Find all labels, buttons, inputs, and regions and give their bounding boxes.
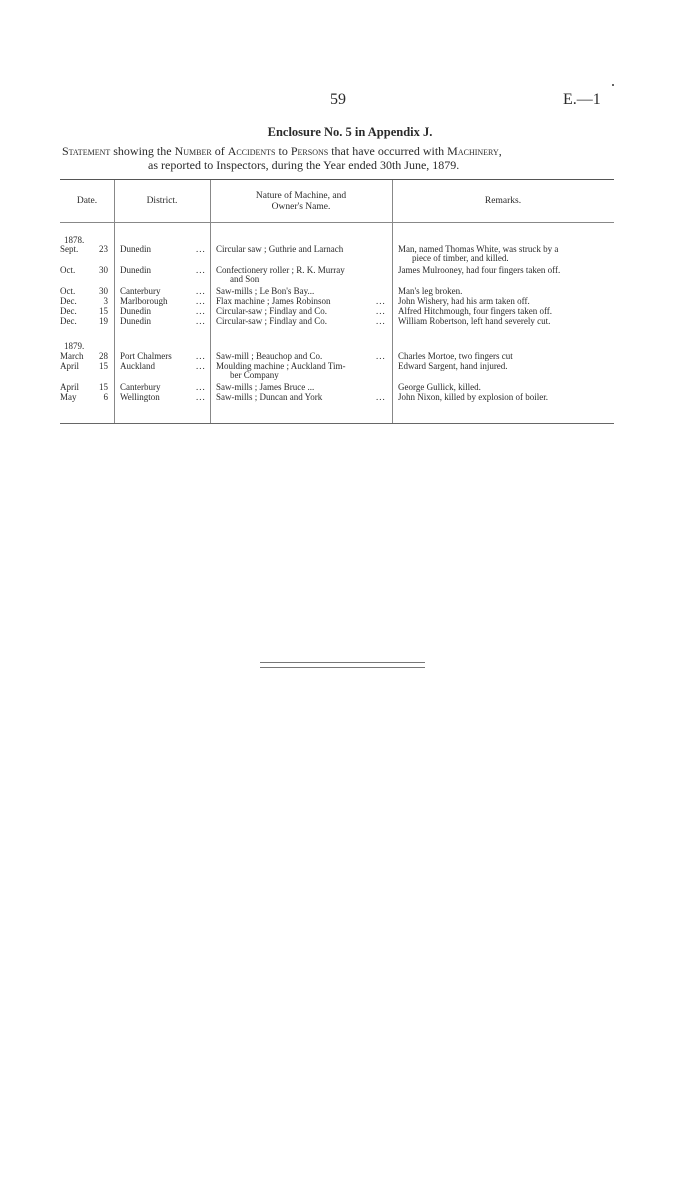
row-month: March (60, 351, 84, 361)
row-district-leader: ... (196, 361, 206, 371)
header-nature-line-2: Owner's Name. (271, 202, 331, 212)
row-district: Dunedin (120, 306, 151, 316)
row-remarks-continued: piece of timber, and killed. (412, 253, 509, 263)
header-nature (210, 191, 392, 213)
row-nature-leader: ... (376, 306, 386, 316)
enclosure-heading: Enclosure No. 5 in Appendix J. (267, 125, 433, 139)
row-remarks: George Gullick, killed. (398, 382, 481, 392)
statement-word: Accidents (227, 144, 276, 158)
table-bottom-rule (60, 423, 614, 424)
row-district: Dunedin (120, 316, 151, 326)
row-day: 30 (99, 265, 108, 275)
row-nature: Moulding machine ; Auckland Tim- (216, 361, 346, 371)
row-remarks: James Mulrooney, had four fingers taken off. (398, 265, 561, 275)
row-month: Sept. (60, 244, 79, 254)
row-day: 3 (103, 296, 108, 306)
row-district: Auckland (120, 361, 155, 371)
row-nature: Saw-mills ; Le Bon's Bay... (216, 286, 315, 296)
statement-text: showing the (110, 144, 175, 158)
statement-text: that have occurred with (328, 144, 448, 158)
row-month: Oct. (60, 286, 76, 296)
row-month: Dec. (60, 316, 77, 326)
row-remarks: Edward Sargent, hand injured. (398, 361, 508, 371)
row-remarks: William Robertson, left hand severely cut. (398, 316, 551, 326)
row-district-leader: ... (196, 382, 206, 392)
page-number: 59 (330, 91, 346, 108)
row-nature: Confectionery roller ; R. K. Murray (216, 265, 345, 275)
end-rule (260, 662, 425, 668)
row-district: Wellington (120, 392, 160, 402)
row-district: Marlborough (120, 296, 168, 306)
year-label: 1878. (64, 235, 85, 245)
row-district: Canterbury (120, 382, 161, 392)
row-district: Port Chalmers (120, 351, 172, 361)
row-month: April (60, 382, 79, 392)
row-nature-continued: and Son (230, 274, 260, 284)
row-district-leader: ... (196, 265, 206, 275)
row-day: 19 (99, 316, 108, 326)
statement-text: to (275, 144, 291, 158)
column-divider-district (210, 180, 211, 423)
row-nature-leader: ... (376, 316, 386, 326)
row-district-leader: ... (196, 286, 206, 296)
column-divider-date (114, 180, 115, 423)
row-nature: Saw-mills ; James Bruce ... (216, 382, 315, 392)
year-label: 1879. (64, 341, 85, 351)
row-remarks: Man, named Thomas White, was struck by a (398, 244, 559, 254)
row-nature: Saw-mill ; Beauchop and Co. (216, 351, 323, 361)
row-nature-leader: ... (376, 392, 386, 402)
row-district: Dunedin (120, 265, 151, 275)
row-district-leader: ... (196, 392, 206, 402)
statement-word: Persons (290, 144, 329, 158)
header-district: District. (146, 196, 178, 206)
column-divider-nature (392, 180, 393, 423)
row-remarks: John Nixon, killed by explosion of boiler. (398, 392, 548, 402)
row-district: Canterbury (120, 286, 161, 296)
table-top-rule (60, 179, 614, 180)
row-day: 6 (103, 392, 108, 402)
row-nature: Circular-saw ; Findlay and Co. (216, 316, 328, 326)
row-nature-leader: ... (376, 351, 386, 361)
series-code: E.—1 (563, 91, 601, 108)
row-day: 15 (99, 382, 108, 392)
row-nature: Flax machine ; James Robinson (216, 296, 331, 306)
row-month: Dec. (60, 306, 77, 316)
row-month: Dec. (60, 296, 77, 306)
row-remarks: Charles Mortoe, two fingers cut (398, 351, 513, 361)
statement-word: Number (174, 144, 212, 158)
row-remarks: Man's leg broken. (398, 286, 463, 296)
row-day: 15 (99, 306, 108, 316)
header-remarks: Remarks. (484, 196, 522, 206)
row-nature: Circular-saw ; Findlay and Co. (216, 306, 328, 316)
row-district-leader: ... (196, 316, 206, 326)
row-nature-continued: ber Company (230, 370, 279, 380)
series-mark (612, 84, 614, 86)
row-nature: Circular saw ; Guthrie and Larnach (216, 244, 344, 254)
row-district-leader: ... (196, 244, 206, 254)
row-remarks: Alfred Hitchmough, four fingers taken off. (398, 306, 553, 316)
row-district-leader: ... (196, 351, 206, 361)
row-day: 28 (99, 351, 108, 361)
row-month: May (60, 392, 77, 402)
row-nature: Saw-mills ; Duncan and York (216, 392, 323, 402)
row-district-leader: ... (196, 296, 206, 306)
row-remarks: John Wishery, had his arm taken off. (398, 296, 530, 306)
header-bottom-rule (60, 222, 614, 223)
row-day: 30 (99, 286, 108, 296)
header-nature-line-1: Nature of Machine, and (255, 191, 347, 201)
statement-text: of (211, 144, 228, 158)
statement-line-2: as reported to Inspectors, during the Year ended 30th June, 1879. (148, 158, 460, 172)
row-day: 15 (99, 361, 108, 371)
row-day: 23 (99, 244, 108, 254)
row-month: Oct. (60, 265, 76, 275)
row-nature-leader: ... (376, 296, 386, 306)
row-month: April (60, 361, 79, 371)
statement-word: Machinery, (447, 144, 502, 158)
row-district: Dunedin (120, 244, 151, 254)
row-district-leader: ... (196, 306, 206, 316)
header-date: Date. (76, 196, 98, 206)
statement-word: Statement (62, 144, 111, 158)
statement-title (62, 144, 622, 172)
